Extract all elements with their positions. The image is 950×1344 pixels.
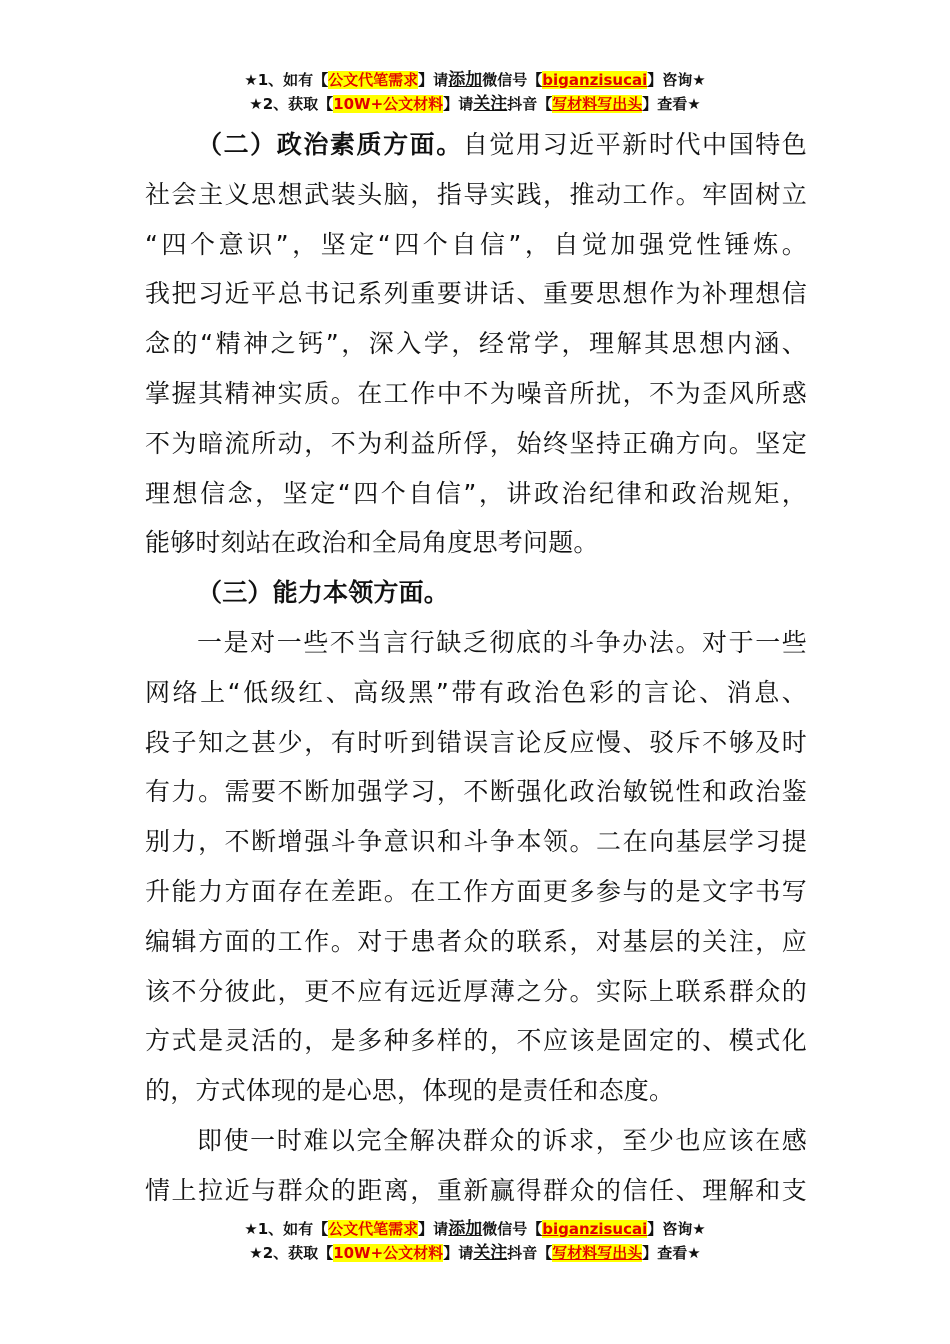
paragraph-line: 编辑方面的工作。对于患者众的联系，对基层的关注，应 xyxy=(145,926,807,956)
highlight-text: 10W+公文材料 xyxy=(333,95,444,113)
banner-text: ★1、如有【 xyxy=(244,71,329,89)
document-body xyxy=(145,125,807,1221)
banner-text: 】请 xyxy=(418,1220,449,1238)
wechat-id-highlight: biganzisucai xyxy=(542,71,648,89)
paragraph-line: 情上拉近与群众的距离，重新赢得群众的信任、理解和支 xyxy=(145,1175,807,1205)
paragraph-line: “四个意识”，坚定“四个自信”，自觉加强党性锤炼。 xyxy=(145,229,807,259)
footer-banner xyxy=(0,1217,950,1265)
banner-text: ★1、如有【 xyxy=(244,1220,329,1238)
paragraph-line: 升能力方面存在差距。在工作方面更多参与的是文字书写 xyxy=(145,876,807,906)
highlight-text: 10W+公文材料 xyxy=(333,1244,444,1262)
highlight-text: 公文代笔需求 xyxy=(328,71,419,89)
banner-text: ★2、获取【 xyxy=(249,95,334,113)
banner-text: 微信号【 xyxy=(482,1220,543,1238)
underlined-text: 添加 xyxy=(448,1219,483,1239)
paragraph-line: 社会主义思想武装头脑，指导实践，推动工作。牢固树立 xyxy=(145,179,807,209)
douyin-id-highlight: 写材料写出头 xyxy=(552,1244,643,1262)
banner-line-1 xyxy=(0,68,950,92)
section-heading: （二）政治素质方面。 xyxy=(197,130,463,159)
banner-line-1 xyxy=(0,1217,950,1241)
line-text: 自觉用习近平新时代中国特色 xyxy=(462,130,807,159)
paragraph-line: 该不分彼此，更不应有远近厚薄之分。实际上联系群众的 xyxy=(145,976,807,1006)
banner-text: 】查看★ xyxy=(642,95,701,113)
banner-text: 】请 xyxy=(418,71,449,89)
banner-text: 】咨询★ xyxy=(647,71,706,89)
paragraph-line: 一是对一些不当言行缺乏彻底的斗争办法。对于一些 xyxy=(197,627,807,657)
highlight-text: 公文代笔需求 xyxy=(328,1220,419,1238)
paragraph-line: 的，方式体现的是心思，体现的是责任和态度。 xyxy=(145,1076,675,1106)
banner-line-2 xyxy=(0,1241,950,1265)
underlined-text: 添加 xyxy=(448,70,483,90)
underlined-text: 关注 xyxy=(473,94,508,114)
paragraph-line: 念的“精神之钙”，深入学，经常学，理解其思想内涵、 xyxy=(145,329,807,359)
banner-text: ★2、获取【 xyxy=(249,1244,334,1262)
banner-line-2 xyxy=(0,92,950,116)
paragraph-line: 网络上“低级红、高级黑”带有政治色彩的言论、消息、 xyxy=(145,677,807,707)
paragraph-line: 能够时刻站在政治和全局角度思考问题。 xyxy=(145,528,599,558)
paragraph-line: 我把习近平总书记系列重要讲话、重要思想作为补理想信 xyxy=(145,279,807,309)
paragraph-line xyxy=(145,125,807,175)
paragraph-line: 即使一时难以完全解决群众的诉求，至少也应该在感 xyxy=(197,1125,807,1155)
banner-text: 】请 xyxy=(443,95,474,113)
banner-text: 微信号【 xyxy=(482,71,543,89)
paragraph-line: 掌握其精神实质。在工作中不为噪音所扰，不为歪风所惑 xyxy=(145,378,807,408)
banner-text: 抖音【 xyxy=(507,95,553,113)
paragraph-line: 别力，不断增强斗争意识和斗争本领。二在向基层学习提 xyxy=(145,827,807,857)
banner-text: 抖音【 xyxy=(507,1244,553,1262)
paragraph-line: 理想信念，坚定“四个自信”，讲政治纪律和政治规矩， xyxy=(145,478,807,508)
banner-text: 】查看★ xyxy=(642,1244,701,1262)
douyin-id-highlight: 写材料写出头 xyxy=(552,95,643,113)
paragraph-line: 方式是灵活的，是多种多样的，不应该是固定的、模式化 xyxy=(145,1026,807,1056)
paragraph-line: 不为暗流所动，不为利益所俘，始终坚持正确方向。坚定 xyxy=(145,428,807,458)
paragraph-line: 段子知之甚少，有时听到错误言论反应慢、驳斥不够及时 xyxy=(145,727,807,757)
paragraph-line: 有力。需要不断加强学习，不断强化政治敏锐性和政治鉴 xyxy=(145,777,807,807)
underlined-text: 关注 xyxy=(473,1243,508,1263)
banner-text: 】请 xyxy=(443,1244,474,1262)
header-banner xyxy=(0,68,950,116)
wechat-id-highlight: biganzisucai xyxy=(542,1220,648,1238)
banner-text: 】咨询★ xyxy=(647,1220,706,1238)
section-heading: （三）能力本领方面。 xyxy=(197,578,450,608)
